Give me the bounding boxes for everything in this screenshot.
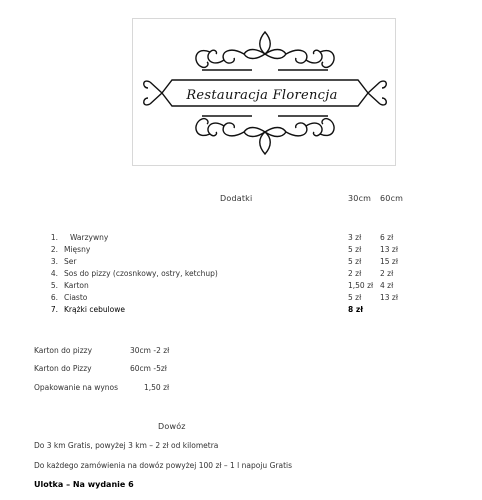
packaging-line: Karton do pizzy 30cm -2 zł (34, 346, 170, 355)
addons-title: Dodatki (220, 194, 253, 203)
restaurant-logo (132, 18, 398, 168)
delivery-line: Do 3 km Gratis, powyżej 3 km – 2 zł od kilometra (34, 441, 219, 450)
list-item: 5. Karton 1,50 zł 4 zł (50, 281, 394, 290)
list-item: 7. Krążki cebulowe 8 zł (50, 305, 363, 314)
list-item: 4. Sos do pizzy (czosnkowy, ostry, ketchup) 2 zł 2 zł (50, 269, 394, 278)
list-item: 2. Mięsny 5 zł 13 zł (50, 245, 398, 254)
logo-text: Restauracja Florencja (186, 88, 338, 103)
leaflet-edition: Ulotka – Na wydanie 6 (34, 480, 134, 489)
packaging-line: Karton do Pizzy 60cm -5zł (34, 364, 167, 373)
list-item: 3. Ser 5 zł 15 zł (50, 257, 398, 266)
packaging-line: Opakowanie na wynos 1,50 zł (34, 383, 170, 392)
delivery-line: Do każdego zamówienia na dowóz powyżej 100 zł – 1 l napoju Gratis (34, 461, 292, 470)
delivery-title: Dowóz (158, 422, 186, 431)
column-60cm: 60cm (380, 194, 404, 203)
column-30cm: 30cm (348, 194, 372, 203)
list-item: 6. Ciasto 5 zł 13 zł (50, 293, 398, 302)
list-item: 1. Warzywny 3 zł 6 zł (50, 233, 394, 242)
